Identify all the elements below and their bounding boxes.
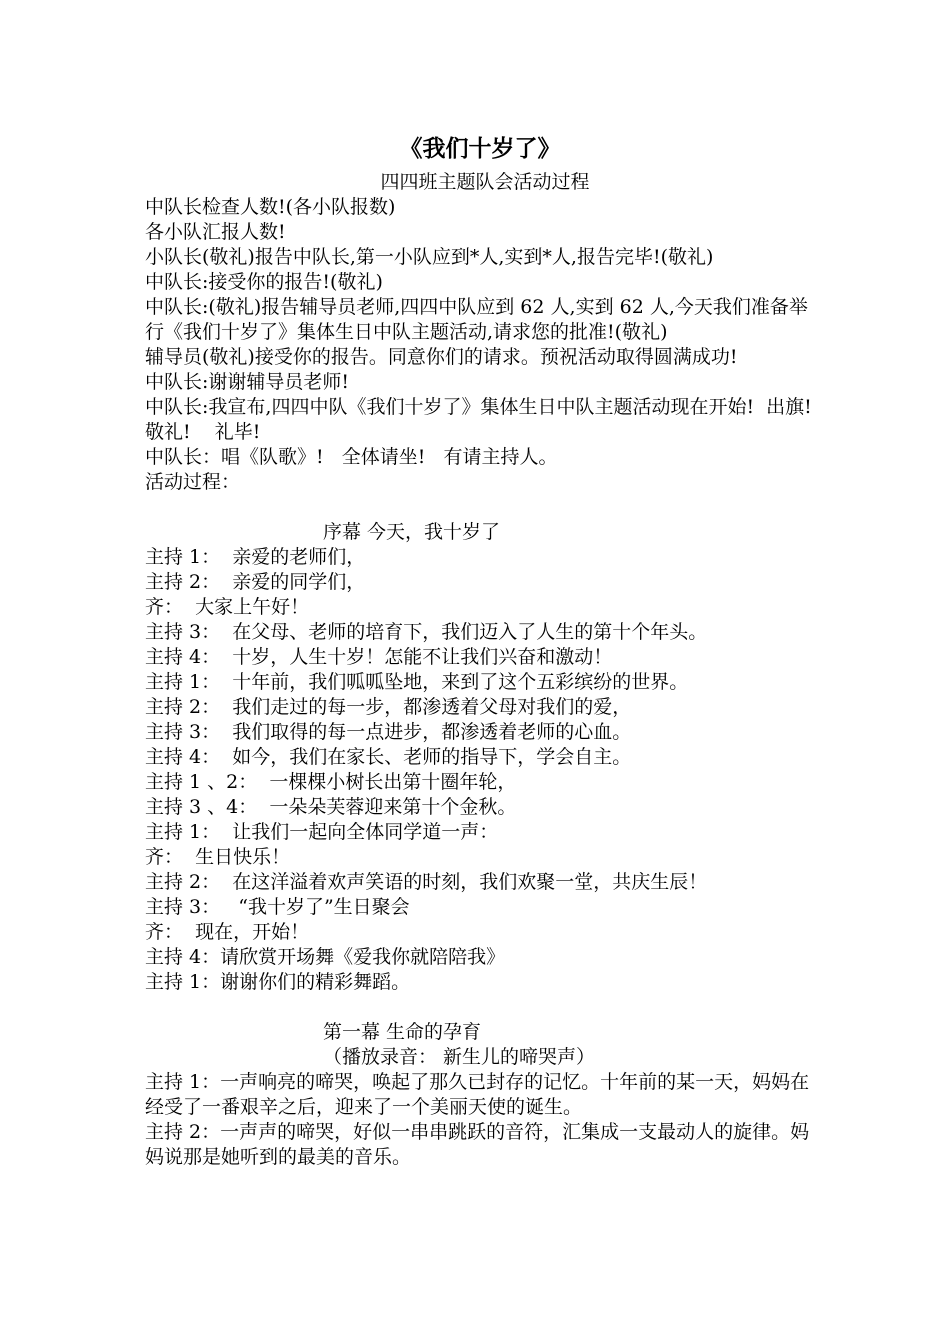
- intro-line: 小队长(敬礼)报告中队长,第一小队应到*人,实到*人,报告完毕!(敬礼): [145, 246, 714, 268]
- prologue-title: 序幕 今天，我十岁了: [323, 521, 501, 543]
- intro-line: 中队长:谢谢辅导员老师!: [145, 371, 350, 393]
- script-line: 主持 2： 我们走过的每一步，都渗透着父母对我们的爱，: [145, 696, 632, 718]
- blank-line: [145, 995, 825, 1020]
- act1-title: 第一幕 生命的孕育: [323, 1021, 482, 1043]
- script-line: 主持 2： 在这洋溢着欢声笑语的时刻，我们欢聚一堂，共庆生辰！: [145, 871, 708, 893]
- script-line: 主持 4： 十岁，人生十岁！怎能不让我们兴奋和激动！: [145, 646, 613, 668]
- script-paragraph: 主持 2：一声声的啼哭，好似一串串跳跃的音符，汇集成一支最动人的旋律。妈妈说那是她听到的最美的音乐。: [145, 1121, 810, 1168]
- script-line: 主持 4：请欣赏开场舞《爱我你就陪陪我》: [145, 946, 506, 968]
- script-line: 主持 1： 亲爱的老师们，: [145, 546, 366, 568]
- script-line: 主持 3： 我们取得的每一点进步，都渗透着老师的心血。: [145, 721, 632, 743]
- script-line: 齐： 现在，开始！: [145, 921, 310, 943]
- script-line: 主持 3： 在父母、老师的培育下，我们迈入了人生的第十个年头。: [145, 621, 708, 643]
- blank-line: [145, 495, 825, 520]
- intro-paragraph: 辅导员(敬礼)接受你的报告。同意你们的请求。预祝活动取得圆满成功!: [145, 346, 738, 368]
- script-line: 主持 3： “我十岁了”生日聚会: [145, 896, 410, 918]
- script-line: 主持 1： 让我们一起向全体同学道一声：: [145, 821, 499, 843]
- document-page: [145, 128, 825, 1170]
- intro-line: 各小队汇报人数!: [145, 221, 286, 243]
- intro-line: 中队长:接受你的报告!(敬礼): [145, 271, 383, 293]
- script-line: 主持 1 、2： 一棵棵小树长出第十圈年轮，: [145, 771, 517, 793]
- intro-line: 中队长：唱《队歌》! 全体请坐! 有请主持人。: [145, 446, 558, 468]
- script-line: 齐： 生日快乐！: [145, 846, 291, 868]
- document-subtitle: 四四班主题队会活动过程: [380, 171, 590, 193]
- script-line: 主持 4： 如今，我们在家长、老师的指导下，学会自主。: [145, 746, 632, 768]
- intro-paragraph: 中队长:(敬礼)报告辅导员老师,四四中队应到 62 人,实到 62 人,今天我们准备举行《我们十岁了》集体生日中队主题活动,请求您的批准!(敬礼): [145, 296, 808, 343]
- script-line: 主持 1：谢谢你们的精彩舞蹈。: [145, 971, 411, 993]
- intro-line: 中队长检查人数!(各小队报数): [145, 196, 396, 218]
- act1-stage-note: （播放录音： 新生儿的啼哭声）: [323, 1046, 596, 1068]
- script-line: 主持 1： 十年前，我们呱呱坠地，来到了这个五彩缤纷的世界。: [145, 671, 689, 693]
- script-paragraph: 主持 1：一声响亮的啼哭，唤起了那久已封存的记忆。十年前的某一天，妈妈在经受了一番艰辛之后，迎来了一个美丽天使的诞生。: [145, 1071, 810, 1118]
- intro-line: 活动过程：: [145, 471, 241, 493]
- script-line: 主持 3 、4： 一朵朵芙蓉迎来第十个金秋。: [145, 796, 517, 818]
- intro-paragraph: 中队长:我宣布,四四中队《我们十岁了》集体生日中队主题活动现在开始! 出旗! 敬礼! 礼毕!: [145, 396, 818, 443]
- document-title: 《我们十岁了》: [399, 136, 561, 162]
- script-line: 齐： 大家上午好！: [145, 596, 310, 618]
- script-line: 主持 2： 亲爱的同学们，: [145, 571, 366, 593]
